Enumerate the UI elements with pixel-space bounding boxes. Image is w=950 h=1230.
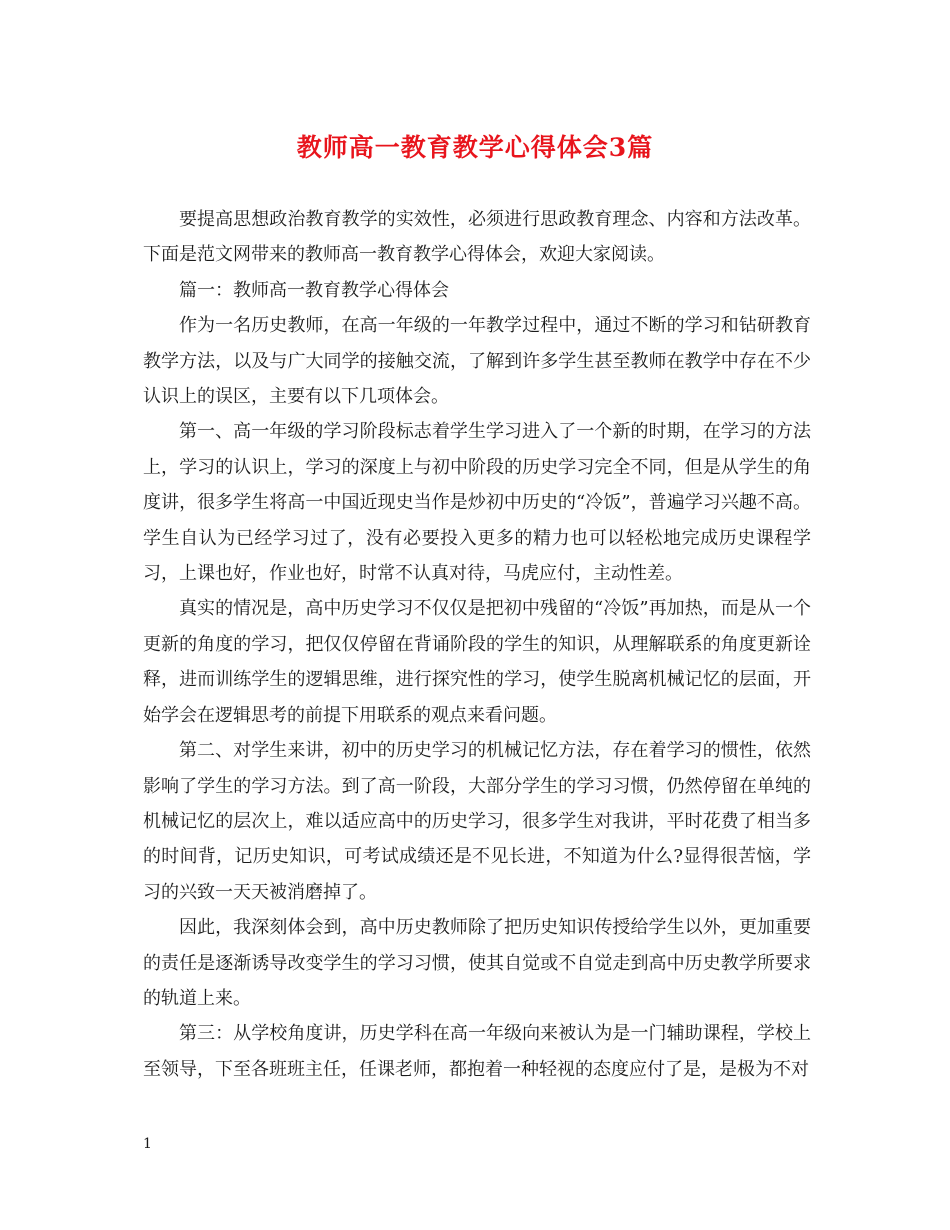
paragraph-intro: 要提高思想政治教育教学的实效性，必须进行思政教育理念、内容和方法改革。下面是范文网带来的教师高一教育教学心得体会，欢迎大家阅读。 <box>143 209 811 266</box>
paragraph-body: 因此，我深刻体会到，高中历史教师除了把历史知识传授给学生以外，更加重要的责任是逐渐诱导改变学生的学习习惯，使其自觉或不自觉走到高中历史教学所要求的轨道上来。 <box>143 917 811 1009</box>
paragraph-body: 第二、对学生来讲，初中的历史学习的机械记忆方法，存在着学习的惯性，依然影响了学生的学习方法。到了高一阶段，大部分学生的学习习惯，仍然停留在单纯的机械记忆的层次上，难以适应高中的历史学习，很多学生对我讲，平时花费了相当多的时间背，记历史知识，可考试成绩还是不见长进，不知道为什么?显得很苦恼，学习的兴致一天天被消磨掉了。 <box>143 740 811 903</box>
paragraph-body: 第一、高一年级的学习阶段标志着学生学习进入了一个新的时期，在学习的方法上，学习的认识上，学习的深度上与初中阶段的历史学习完全不同，但是从学生的角度讲，很多学生将高一中国近现史当作是炒初中历史的“冷饭”，普遍学习兴趣不高。学生自认为已经学习过了，没有必要投入更多的精力也可以轻松地完成历史课程学习，上课也好，作业也好，时常不认真对待，马虎应付，主动性差。 <box>143 421 811 585</box>
paragraph-body: 真实的情况是，高中历史学习不仅仅是把初中残留的“冷饭”再加热，而是从一个更新的角度的学习，把仅仅停留在背诵阶段的学生的知识，从理解联系的角度更新诠释，进而训练学生的逻辑思维，进行探究性的学习，使学生脱离机械记忆的层面，开始学会在逻辑思考的前提下用联系的观点来看问题。 <box>143 598 811 726</box>
paragraph-body: 第三：从学校角度讲，历史学科在高一年级向来被认为是一门辅助课程，学校上至领导，下至各班班主任，任课老师，都抱着一种轻视的态度应付了是，是极为不对 <box>143 1023 811 1080</box>
document-body <box>143 202 811 1087</box>
page-number: 1 <box>143 1136 152 1152</box>
document-title: 教师高一教育教学心得体会3篇 <box>296 133 654 162</box>
paragraph-body: 作为一名历史教师，在高一年级的一年教学过程中，通过不断的学习和钻研教育教学方法，以及与广大同学的接触交流，了解到许多学生甚至教师在教学中存在不少认识上的误区，主要有以下几项体会。 <box>143 315 811 408</box>
paragraph-section-heading: 篇一：教师高一教育教学心得体会 <box>179 279 449 301</box>
